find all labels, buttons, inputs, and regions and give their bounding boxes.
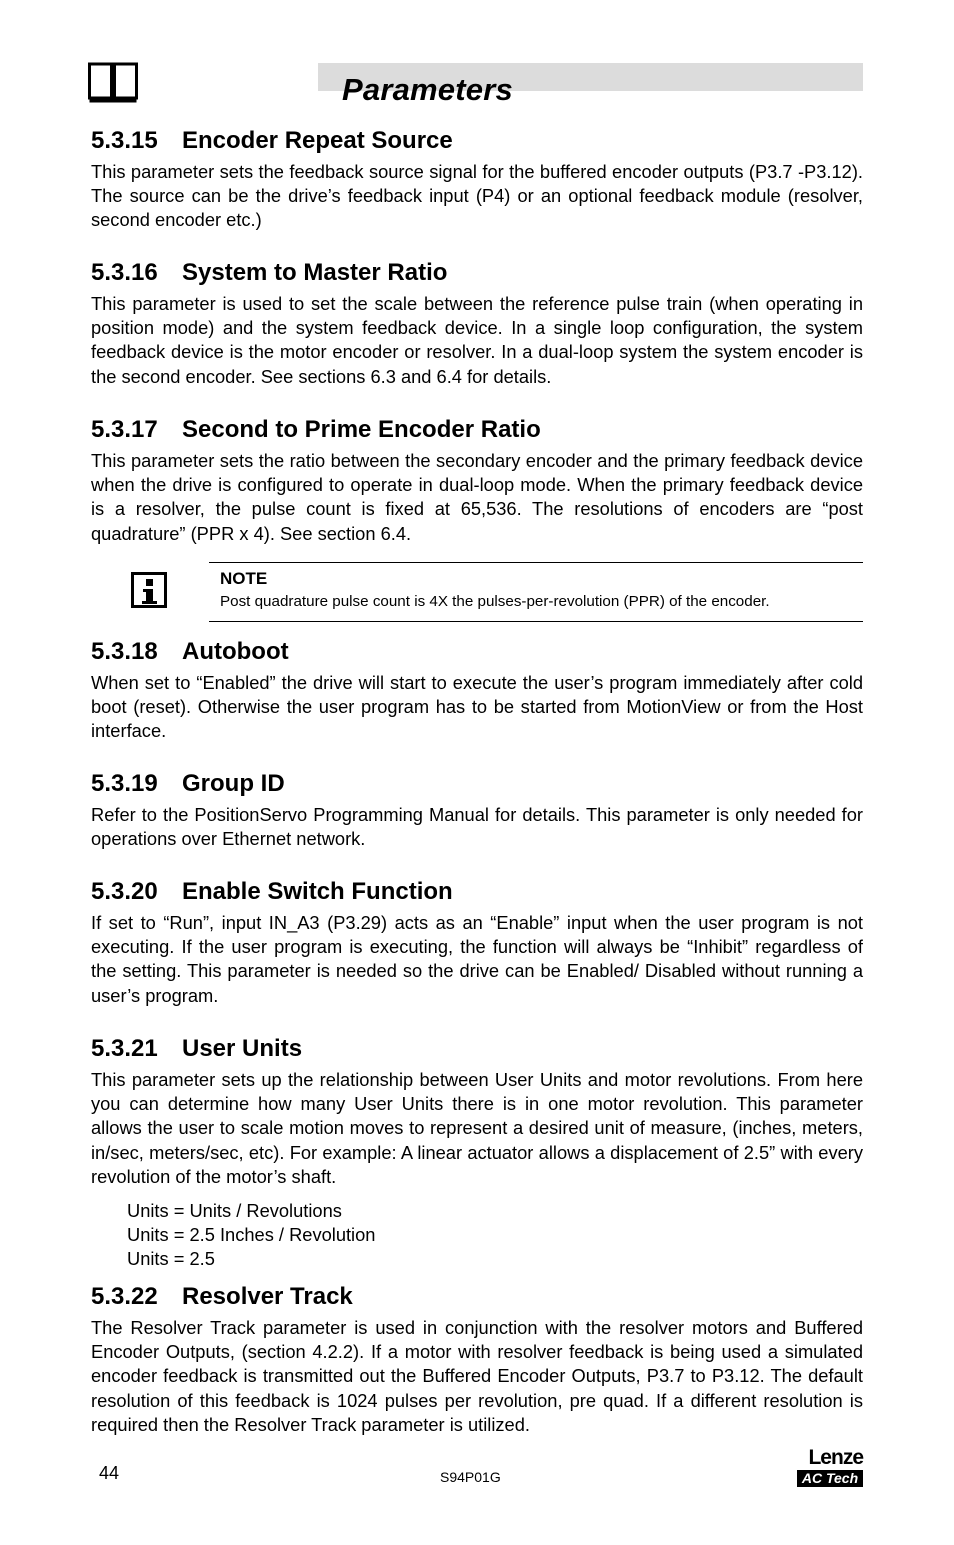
section-title: Encoder Repeat Source	[182, 127, 453, 154]
section-title: Second to Prime Encoder Ratio	[182, 416, 541, 443]
note-box	[209, 562, 863, 622]
note-label: NOTE	[220, 569, 268, 588]
section-number: 5.3.20	[91, 878, 158, 905]
section-system-to-master-ratio	[91, 258, 863, 389]
section-title: Enable Switch Function	[182, 878, 453, 905]
lenze-logo	[797, 1446, 863, 1488]
section-number: 5.3.18	[91, 638, 158, 665]
section-body: This parameter is used to set the scale between the reference pulse train (when operating in position mode) and the system feedback device. In a single loop configuration, the system feedback device is the motor encoder or resolver. In a dual-loop system the system encoder is the second encoder. See sections 6.3 and 6.4 for details.	[91, 293, 863, 387]
section-body: Refer to the PositionServo Programming Manual for details. This parameter is only needed for operations over Ethernet network.	[91, 804, 863, 850]
note-text: Post quadrature pulse count is 4X the pulses-per-revolution (PPR) of the encoder.	[220, 593, 770, 610]
section-title: Autoboot	[182, 638, 289, 665]
section-heading	[91, 1282, 863, 1312]
formula-line: Units = Units / Revolutions	[127, 1200, 342, 1221]
section-number: 5.3.19	[91, 770, 158, 797]
section-number: 5.3.17	[91, 416, 158, 443]
formula-line: Units = 2.5	[127, 1248, 215, 1269]
document-code: S94P01G	[440, 1469, 501, 1485]
section-body: This parameter sets the feedback source signal for the buffered encoder outputs (P3.7 -P3.12). The source can be the drive’s feedback input (P4) or an optional feedback module (resolver, second encoder etc.)	[91, 161, 863, 231]
section-enable-switch-function	[91, 877, 863, 1008]
section-heading	[91, 877, 863, 907]
logo-brand: Lenze	[808, 1446, 863, 1469]
section-second-to-prime-encoder-ratio	[91, 415, 863, 546]
section-body: The Resolver Track parameter is used in conjunction with the resolver motors and Buffered Encoder Outputs, (section 4.2.2). If a motor with resolver feedback is being used a simulated encoder feedback is transmitted out the Buffered Encoder Outputs, P3.7 to P3.12. The default resolution of this feedback is 1024 pulses per revolution, pre quad. If a different resolution is required then the Resolver Track parameter is utilized.	[91, 1317, 863, 1435]
section-heading	[91, 415, 863, 445]
section-title: User Units	[182, 1035, 303, 1062]
section-encoder-repeat-source	[91, 126, 863, 233]
section-autoboot	[91, 637, 863, 744]
section-body: When set to “Enabled” the drive will start to execute the user’s program immediately after cold boot (reset). Otherwise the user program has to be started from MotionView or from the Host interface.	[91, 672, 863, 742]
section-title: Group ID	[182, 770, 285, 797]
section-heading	[91, 769, 863, 799]
section-title: Resolver Track	[182, 1283, 353, 1310]
section-user-units	[91, 1034, 863, 1189]
section-number: 5.3.22	[91, 1283, 158, 1310]
logo-sub: AC Tech	[797, 1470, 863, 1487]
section-heading	[91, 637, 863, 667]
section-body: This parameter sets up the relationship between User Units and motor revolutions. From here you can determine how many User Units there is in one motor revolution. This parameter allows the user to scale motion moves to represent a desired unit of measure, (inches, meters, in/sec, meters/sec, etc). For example: A linear actuator allows a displacement of 2.5” with every revolution of the motor’s shaft.	[91, 1069, 863, 1187]
section-body: This parameter sets the ratio between the secondary encoder and the primary feedback device when the drive is configured to operate in dual-loop mode. When the primary feedback device is a resolver, the pulse count is fixed at 65,536. The resolutions of encoders are “post quadrature” (PPR x 4). See section 6.4.	[91, 450, 863, 544]
info-icon	[131, 572, 167, 608]
manual-book-icon	[88, 60, 138, 104]
section-heading	[91, 258, 863, 288]
section-heading	[91, 1034, 863, 1064]
page-title: Parameters	[342, 72, 513, 107]
section-group-id	[91, 769, 863, 851]
page-number: 44	[99, 1463, 120, 1483]
section-number: 5.3.15	[91, 127, 158, 154]
formula-line: Units = 2.5 Inches / Revolution	[127, 1224, 376, 1245]
section-number: 5.3.16	[91, 259, 158, 286]
section-heading	[91, 126, 863, 156]
section-title: System to Master Ratio	[182, 259, 448, 286]
section-body: If set to “Run”, input IN_A3 (P3.29) acts as an “Enable” input when the user program is not executing. If the user program is executing, the function will always be “Inhibit” regardless of the setting. This parameter is needed so the drive can be Enabled/ Disabled without running a user’s program.	[91, 912, 863, 1006]
section-number: 5.3.21	[91, 1035, 158, 1062]
section-resolver-track	[91, 1282, 863, 1437]
